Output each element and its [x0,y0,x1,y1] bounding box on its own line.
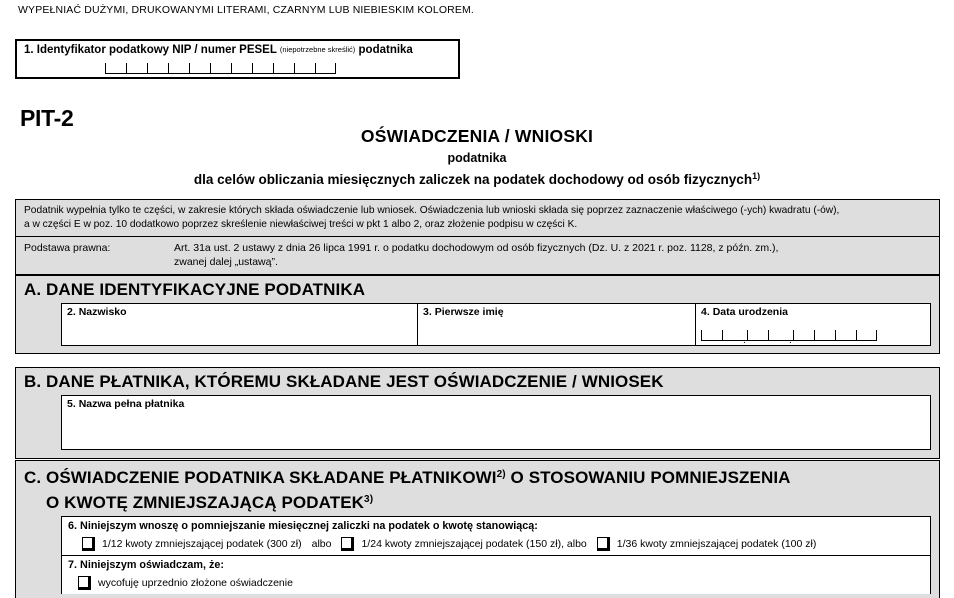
nip-pesel-field-box[interactable] [15,39,460,79]
nip-pesel-label-main: Identyfikator podatkowy NIP / numer PESEL [36,44,277,56]
item-6-connector-1: albo [311,538,332,550]
section-c-heading-line2-text: O KWOTĘ ZMNIEJSZAJĄCĄ PODATEK [46,493,365,512]
birth-date-cell[interactable] [701,330,722,341]
section-c-footnote-ref-2: 2) [496,469,506,480]
item-6-option-3[interactable] [597,537,817,551]
nip-cell[interactable] [294,63,315,74]
surname-field[interactable] [62,304,417,345]
nip-pesel-strike-note: (niepotrzebne skreślić) [279,45,356,54]
nip-pesel-number: 1. [24,44,34,56]
item-7-title [68,559,930,571]
form-title-sub: podatnika [447,151,507,165]
nip-pesel-label [24,44,413,56]
section-b-heading: B. DANE PŁATNIKA, KTÓREMU SKŁADANE JEST OŚWIADCZENIE / WNIOSEK [24,372,664,391]
payer-name-field-label-text: Nazwa pełna płatnika [78,398,185,410]
item-7-title-text: Niniejszym oświadczam, że: [80,559,225,571]
section-c-heading-line1-tail: O STOSOWANIU POMNIEJSZENIA [505,468,791,487]
birth-date-field-number: 4. [701,306,710,318]
surname-field-label-text: Nazwisko [78,306,127,318]
form-title-main: OŚWIADCZENIA / WNIOSKI [360,126,594,146]
item-6-option-2[interactable] [341,537,586,551]
birth-date-field[interactable] [695,304,930,345]
section-c-footnote-ref-3: 3) [364,494,374,505]
item-6-option-1-label: 1/12 kwoty zmniejszającej podatek (300 zł) [102,538,302,550]
first-name-field-label [423,306,695,318]
item-6-option-3-label: 1/36 kwoty zmniejszającej podatek (100 zł) [616,538,817,550]
legal-basis-row [16,237,939,274]
section-b [15,367,940,459]
nip-cell[interactable] [210,63,231,74]
nip-cell[interactable] [273,63,294,74]
instructions-paragraph-line1: Podatnik wypełnia tylko te części, w zakresie których składa oświadczenie lub wniosek. Oświadczenia lub wnioski składa się poprzez zaznaczenie właściwego (-ych) kwadratu (-ów), [24,205,840,216]
section-a [15,275,940,354]
nip-pesel-label-tail: podatnika [358,44,413,56]
nip-cell[interactable] [252,63,273,74]
item-7-options [68,576,930,590]
instructions-paragraph [16,200,939,237]
birth-date-cell[interactable] [856,330,877,341]
fill-instruction-note: WYPEŁNIAĆ DUŻYMI, DRUKOWANYMI LITERAMI, CZARNYM LUB NIEBIESKIM KOLOREM. [18,4,474,16]
item-6-title [68,520,930,532]
surname-field-number: 2. [67,306,76,318]
item-6-option-2-label: 1/24 kwoty zmniejszającej podatek (150 zł), albo [361,538,587,550]
section-c-heading-line1 [24,464,939,489]
date-separator [743,330,747,341]
first-name-field-number: 3. [423,306,432,318]
payer-name-field-label [67,398,930,410]
instructions-paragraph-line2: a w części E w poz. 10 dodatkowo poprzez skreślenie niewłaściwej treści w pkt 1 albo 2, oraz złożenie podpisu w części K. [24,219,578,230]
birth-date-cell[interactable] [722,330,743,341]
checkbox-icon-1-36[interactable] [597,537,610,551]
nip-cell[interactable] [105,63,126,74]
first-name-field[interactable] [417,304,695,345]
payer-name-field-number: 5. [67,398,76,410]
nip-cell[interactable] [126,63,147,74]
checkbox-icon-1-24[interactable] [341,537,354,551]
section-a-heading: A. DANE IDENTYFIKACYJNE PODATNIKA [24,280,366,299]
nip-cell[interactable] [315,63,336,74]
birth-date-cell[interactable] [768,330,789,341]
section-a-fields-row [61,303,931,346]
item-6-option-1[interactable] [82,537,302,551]
surname-field-label [67,306,417,318]
birth-date-cell[interactable] [835,330,856,341]
item-6-options [68,537,930,551]
form-code-title: PIT-2 [20,105,74,131]
form-title-block [0,126,954,187]
item-7-option-1-label: wycofuję uprzednio złożone oświadczenie [98,577,293,589]
form-title-purpose-text: dla celów obliczania miesięcznych zaliczek na podatek dochodowy od osób fizycznych [193,172,753,187]
checkbox-icon-withdraw[interactable] [78,576,91,590]
checkbox-icon-1-12[interactable] [82,537,95,551]
birth-date-cell[interactable] [747,330,768,341]
first-name-field-label-text: Pierwsze imię [434,306,504,318]
legal-basis-line2: zwanej dalej „ustawą”. [174,256,278,268]
nip-cell[interactable] [231,63,252,74]
date-separator [789,330,793,341]
item-6-box [61,516,931,555]
nip-cell[interactable] [189,63,210,74]
form-title-footnote-ref: 1) [752,171,761,181]
legal-basis-line1: Art. 31a ust. 2 ustawy z dnia 26 lipca 1991 r. o podatku dochodowym od osób fizycznych (Dz. U. z 2021 r. poz. 1128, z późn. zm.), [174,242,779,254]
legal-basis-label: Podstawa prawna: [24,242,111,254]
birth-date-field-label-text: Data urodzenia [712,306,788,318]
nip-pesel-input-cells[interactable] [105,62,336,74]
birth-date-input-cells[interactable] [701,329,877,341]
item-7-number: 7. [68,559,78,571]
section-c-heading-line1-text: C. OŚWIADCZENIE PODATNIKA SKŁADANE PŁATNIKOWI [24,468,497,487]
section-c-heading [16,461,939,516]
form-title-purpose [0,171,954,187]
item-6-number: 6. [68,520,78,532]
nip-cell[interactable] [147,63,168,74]
payer-name-field[interactable] [61,395,931,450]
section-c [15,460,940,598]
item-7-box [61,555,931,594]
nip-cell[interactable] [168,63,189,74]
birth-date-cell[interactable] [814,330,835,341]
instructions-panel [15,199,940,275]
item-6-title-text: Niniejszym wnoszę o pomniejszanie miesięcznej zaliczki na podatek o kwotę stanowiącą: [80,520,538,532]
birth-date-cell[interactable] [793,330,814,341]
item-7-option-1[interactable] [78,576,293,590]
birth-date-field-label [701,306,930,318]
legal-basis-text [174,241,933,269]
section-c-heading-line2 [24,489,939,514]
